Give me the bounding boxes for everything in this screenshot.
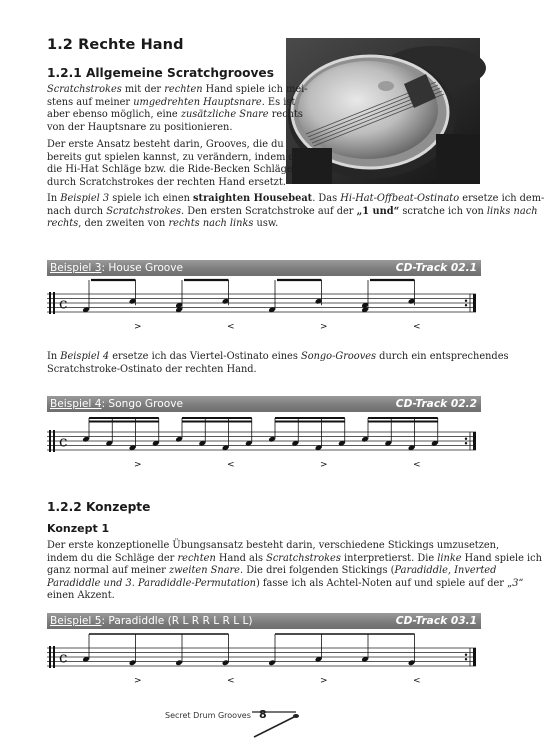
para3-run: Hi-Hat-Offbeat-Ostinato	[340, 193, 460, 204]
para2-run: durch Scratchstrokes der rechten Hand ersetzt.	[47, 176, 286, 188]
percussion-clef	[53, 646, 55, 668]
para5-line	[47, 578, 542, 591]
para4-run: ersetze ich das Viertel-Ostinato eines	[109, 351, 301, 362]
para3-run: . Das	[312, 193, 341, 204]
para5-run: Hand spiele ich	[461, 552, 542, 564]
para5-run: Hand als	[215, 552, 267, 564]
para4-line	[47, 351, 509, 364]
section-heading-konzepte: 1.2.2 Konzepte	[47, 500, 151, 514]
para1-run: rechten	[164, 84, 203, 95]
para5-text	[47, 540, 542, 603]
para4-run: Scratchstroke-Ostinato der rechten Hand.	[47, 363, 257, 375]
example-5-label: Beispiel 5	[50, 615, 102, 627]
para5-line	[47, 553, 542, 566]
para2-line	[47, 139, 301, 152]
para2-run: bereits gut spielen kannst, zu verändern, indem du	[47, 151, 302, 163]
para3-line	[47, 218, 544, 231]
accent-mark: <	[227, 460, 235, 470]
para1-run: mit der	[121, 84, 165, 95]
accent-mark: <	[227, 322, 235, 332]
para3-run: „1 und“	[356, 205, 400, 217]
para1-run: umgedrehten Hauptsnare	[133, 96, 262, 108]
para1-run: aber ebenso möglich, eine	[47, 109, 181, 121]
para3-run: scratche ich von	[399, 205, 487, 217]
repeat-dot	[465, 300, 467, 302]
para3-run: , den zweiten von	[78, 218, 169, 230]
para1-run: rechts	[268, 109, 303, 121]
para1-line	[47, 109, 308, 122]
para5-run: interpretierst. Die	[340, 552, 438, 564]
para2-text	[47, 139, 301, 189]
para2-line	[47, 152, 301, 165]
percussion-clef	[53, 430, 55, 452]
final-barline	[473, 648, 476, 666]
example-4-label: Beispiel 4	[50, 398, 102, 410]
example-4-track: CD-Track 02.2	[395, 398, 477, 410]
para4-run: In	[47, 351, 61, 362]
para2-line	[47, 177, 301, 190]
para5-run: . Die drei folgenden Stickings (	[239, 565, 395, 577]
para5-run: 3	[512, 577, 519, 589]
para4-run: durch ein entsprechendes	[376, 351, 509, 362]
accent-mark: >	[134, 676, 142, 686]
repeat-dot	[465, 658, 467, 660]
example-3-track: CD-Track 02.1	[395, 262, 477, 274]
accent-mark: >	[134, 322, 142, 332]
para1-line	[47, 84, 308, 97]
para3-run: Scratchstrokes	[106, 205, 182, 217]
section-heading-scratchgrooves: 1.2.1 Allgemeine Scratchgrooves	[47, 66, 274, 80]
para3-run: rechts nach links	[168, 218, 254, 230]
para3-run: spiele ich einen	[109, 193, 194, 204]
example-4-bar	[47, 396, 481, 412]
para3-line	[47, 193, 544, 206]
repeat-dot	[465, 442, 467, 444]
para4-run: Beispiel 4	[60, 351, 110, 362]
example-4-title	[50, 396, 183, 412]
accent-mark: >	[320, 676, 328, 686]
accent-mark: <	[227, 676, 235, 686]
final-barline	[473, 432, 476, 450]
para5-line	[47, 590, 542, 603]
para2-run: Der erste Ansatz besteht darin, Grooves, die du	[47, 139, 284, 150]
example-3-staff	[44, 286, 484, 338]
para3-run: In	[47, 193, 61, 204]
intro-paragraph-4	[47, 351, 509, 376]
accent-mark: <	[413, 676, 421, 686]
example-5-title	[50, 613, 253, 629]
percussion-clef	[53, 292, 55, 314]
para3-run: links nach	[486, 205, 538, 217]
para4-run: Songo-Grooves	[300, 351, 377, 362]
para5-line	[47, 565, 542, 578]
para3-run: usw.	[253, 218, 279, 230]
subsection-heading-konzept-1: Konzept 1	[47, 522, 110, 535]
para5-run: Paradiddle, Inverted	[394, 565, 497, 577]
time-signature: c	[59, 432, 68, 451]
para1-line	[47, 122, 308, 135]
example-3-bar	[47, 260, 481, 276]
intro-paragraph-1	[47, 84, 308, 134]
percussion-clef	[49, 430, 51, 452]
para3-run: ersetze ich dem-	[459, 193, 544, 204]
example-3-name: : House Groove	[101, 262, 184, 274]
example-3-title	[50, 260, 183, 276]
drumstick-icon	[250, 707, 302, 739]
para4-text	[47, 351, 509, 376]
snare-photo	[286, 38, 480, 184]
para1-run: zusätzliche Snare	[180, 109, 269, 121]
para3-text	[47, 193, 544, 231]
para5-run: Der erste konzeptionelle Übungsansatz besteht darin, verschiedene Stickings umzusetzen,	[47, 540, 500, 551]
para1-run: stens auf meiner	[47, 96, 134, 108]
para1-run: . Es ist	[261, 96, 296, 108]
para3-run: Beispiel 3	[60, 193, 110, 204]
repeat-dot	[465, 438, 467, 440]
para3-run: nach durch	[47, 205, 107, 217]
example-5-staff	[44, 640, 484, 692]
percussion-clef	[49, 292, 51, 314]
para3-run: rechts	[47, 218, 79, 230]
para1-run: von der Hauptsnare zu positionieren.	[47, 121, 233, 133]
repeat-dot	[465, 654, 467, 656]
para3-run: . Den ersten Scratchstroke auf der	[181, 205, 357, 217]
example-4-staff	[44, 424, 484, 476]
accent-mark: >	[134, 460, 142, 470]
para5-run: Paradiddle und 3. Paradiddle-Permutation	[47, 577, 256, 589]
accent-mark: >	[320, 322, 328, 332]
para5-run: linke	[437, 552, 462, 564]
para1-text	[47, 84, 308, 134]
para5-run: “	[518, 577, 524, 589]
para1-run: Hand spiele ich mei-	[202, 84, 308, 95]
footer-book-title: Secret Drum Grooves	[165, 711, 251, 720]
accent-mark: >	[320, 460, 328, 470]
example-3-label: Beispiel 3	[50, 262, 102, 274]
para4-line	[47, 364, 509, 377]
time-signature: c	[59, 648, 68, 667]
para3-run: straighten Housebeat	[193, 193, 313, 204]
repeat-dot	[465, 304, 467, 306]
para1-line	[47, 97, 308, 110]
para1-run: Scratchstrokes	[47, 84, 122, 95]
chapter-heading: 1.2 Rechte Hand	[47, 37, 184, 53]
para5-run: ganz normal auf meiner	[47, 565, 169, 577]
accent-mark: <	[413, 460, 421, 470]
para5-run: einen Akzent.	[47, 590, 115, 602]
example-4-name: : Songo Groove	[101, 398, 183, 410]
page-number: 8	[259, 708, 267, 721]
para2-line	[47, 164, 301, 177]
example-5-bar	[47, 613, 481, 629]
para5-run: zweiten Snare	[168, 565, 240, 577]
intro-paragraph-3	[47, 193, 544, 231]
example-5-name: : Paradiddle (R L R R L R L L)	[101, 615, 253, 627]
para5-line	[47, 540, 542, 553]
para5-run: indem du die Schläge der	[47, 552, 178, 564]
intro-paragraph-2	[47, 139, 301, 189]
intro-paragraph-5	[47, 540, 542, 603]
accent-mark: <	[413, 322, 421, 332]
example-5-track: CD-Track 03.1	[395, 615, 477, 627]
para2-run: die Hi-Hat Schläge bzw. die Ride-Becken Schläge	[47, 164, 293, 176]
percussion-clef	[49, 646, 51, 668]
final-barline	[473, 294, 476, 312]
para5-run: ) fasse ich als Achtel-Noten auf und spiele auf der „	[255, 577, 513, 589]
para5-run: Scratchstrokes	[266, 552, 341, 564]
para3-line	[47, 206, 544, 219]
time-signature: c	[59, 294, 68, 313]
para5-run: rechten	[177, 552, 216, 564]
